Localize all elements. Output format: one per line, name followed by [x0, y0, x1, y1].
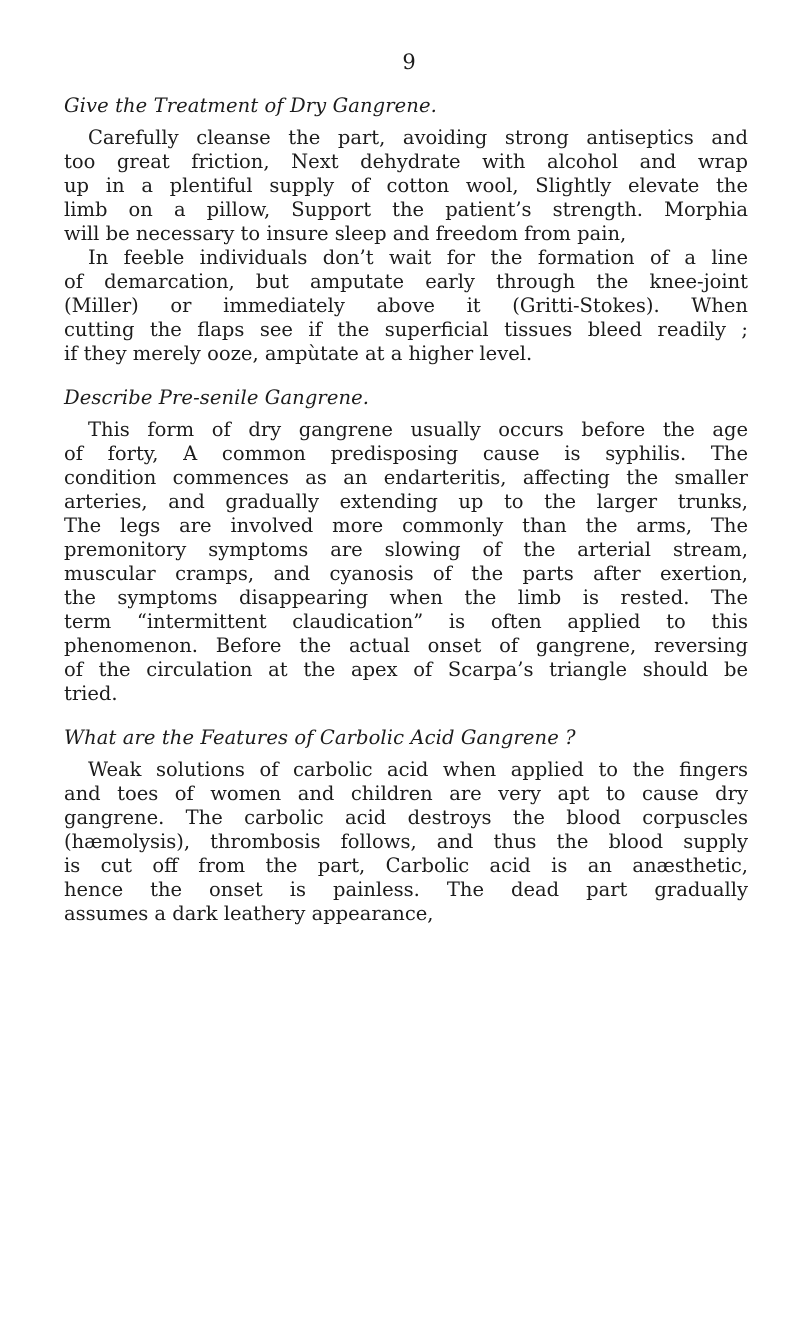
paragraph-line: up in a plentiful supply of cotton wool, Slightly elevate the — [64, 174, 748, 197]
paragraph-line: the symptoms disappearing when the limb is rested. The — [64, 586, 748, 609]
paragraph-line: The legs are involved more commonly than the arms, The — [64, 514, 748, 537]
paragraph-line: This form of dry gangrene usually occurs before the age — [88, 418, 748, 441]
page-number: 9 — [402, 50, 416, 74]
paragraph-line: muscular cramps, and cyanosis of the parts after exertion, — [64, 562, 748, 585]
paragraph-line: of demarcation, but amputate early through the knee-joint — [64, 270, 748, 293]
paragraph-line: (hæmolysis), thrombosis follows, and thus the blood supply — [64, 830, 748, 853]
paragraph-line: of forty, A common predisposing cause is syphilis. The — [64, 442, 748, 465]
paragraph-line: arteries, and gradually extending up to the larger trunks, — [64, 490, 748, 513]
paragraph-line: if they merely ooze, ampùtate at a higher level. — [64, 342, 533, 365]
paragraph-line: of the circulation at the apex of Scarpa’s triangle should be — [64, 658, 748, 681]
document-page — [64, 50, 748, 946]
paragraph-line: assumes a dark leathery appearance, — [64, 902, 434, 925]
section-dry-gangrene-treatment — [64, 94, 748, 366]
paragraph-line: phenomenon. Before the actual onset of gangrene, reversing — [64, 634, 748, 657]
paragraph-line: tried. — [64, 682, 118, 705]
paragraph-line: Weak solutions of carbolic acid when applied to the fingers — [88, 758, 748, 781]
paragraph-line: limb on a pillow, Support the patient’s strength. Morphia — [64, 198, 748, 221]
paragraph-line: premonitory symptoms are slowing of the arterial stream, — [64, 538, 748, 561]
paragraph-line: hence the onset is painless. The dead part gradually — [64, 878, 748, 901]
paragraph-line: In feeble individuals don’t wait for the formation of a line — [88, 246, 748, 269]
paragraph-line: and toes of women and children are very apt to cause dry — [64, 782, 748, 805]
paragraph-line: will be necessary to insure sleep and freedom from pain, — [64, 222, 627, 245]
section-carbolic-acid-gangrene — [64, 726, 748, 926]
section-pre-senile-gangrene — [64, 386, 748, 706]
paragraph-line: gangrene. The carbolic acid destroys the blood corpuscles — [64, 806, 748, 829]
section-heading: What are the Features of Carbolic Acid Gangrene ? — [64, 726, 576, 749]
section-heading: Give the Treatment of Dry Gangrene. — [64, 94, 437, 117]
paragraph-line: term “intermittent claudication” is often applied to this — [64, 610, 748, 633]
paragraph-line: (Miller) or immediately above it (Gritti-Stokes). When — [64, 294, 748, 317]
section-heading: Describe Pre-senile Gangrene. — [64, 386, 370, 409]
paragraph-line: condition commences as an endarteritis, affecting the smaller — [64, 466, 748, 489]
paragraph-line: cutting the flaps see if the superficial tissues bleed readily ; — [64, 318, 748, 341]
paragraph-line: Carefully cleanse the part, avoiding strong antiseptics and — [88, 126, 748, 149]
paragraph-line: is cut off from the part, Carbolic acid is an anæsthetic, — [64, 854, 748, 877]
paragraph-line: too great friction, Next dehydrate with alcohol and wrap — [64, 150, 748, 173]
